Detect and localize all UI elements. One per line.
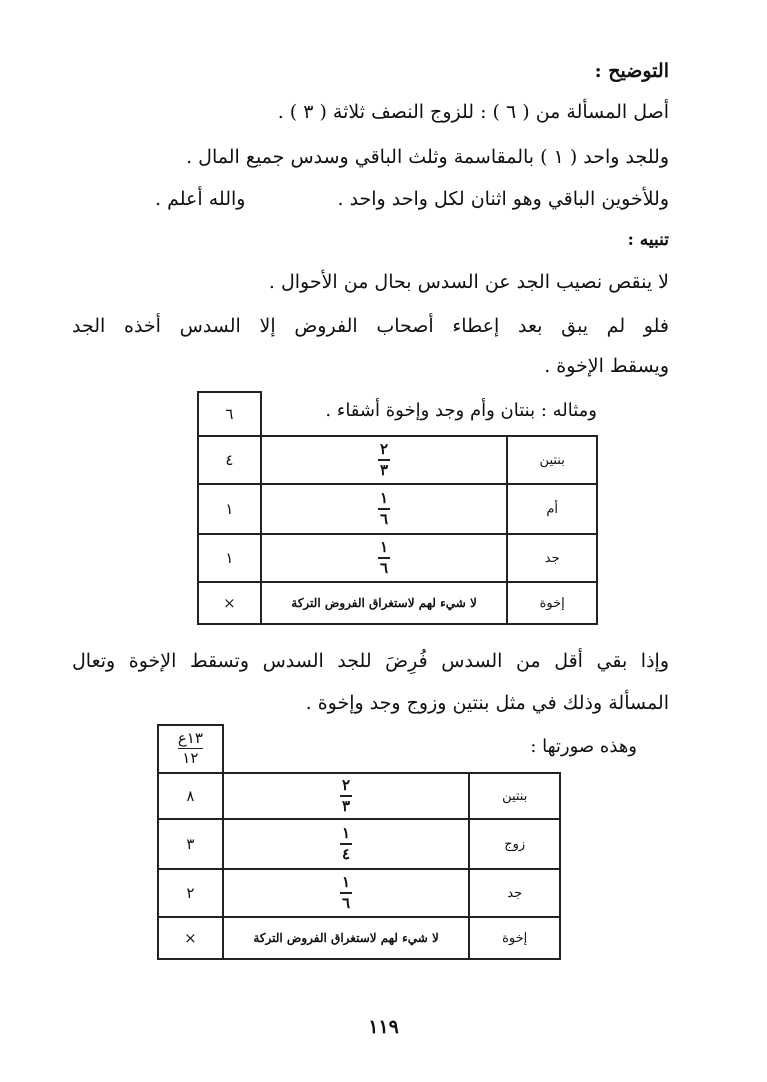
- explanation-line-1: أصل المسألة من ( ٦ ) : للزوج النصف ثلاثة ( ٣ ) .: [277, 101, 669, 123]
- share-fraction: $\frac{١}{٦}$: [261, 484, 508, 534]
- heir-label: جد: [469, 869, 560, 917]
- share-fraction: $\frac{١}{٦}$: [223, 869, 470, 917]
- heir-label: بنتين: [469, 773, 560, 819]
- excluded-note: لا شيء لهم لاستغراق الفروض التركة: [261, 582, 508, 624]
- heir-label: جد: [507, 534, 597, 582]
- notice-line-1: لا ينقص نصيب الجد عن السدس بحال من الأحوال .: [268, 271, 669, 293]
- excluded-note: لا شيء لهم لاستغراق الفروض التركة: [223, 917, 470, 959]
- table-row: [158, 869, 560, 917]
- table-row: [198, 582, 597, 624]
- portion-value: ٢: [158, 869, 223, 917]
- share-fraction: $\frac{٢}{٣}$: [261, 436, 508, 484]
- base-top: ١٣ع: [177, 729, 203, 747]
- example2-table: [157, 724, 561, 960]
- share-fraction: $\frac{١}{٦}$: [261, 534, 508, 582]
- portion-value: ١: [198, 484, 261, 534]
- table-row: [158, 917, 560, 959]
- portion-value: ×: [158, 917, 223, 959]
- example2-caption: وهذه صورتها :: [530, 736, 637, 757]
- example1-table: [197, 391, 598, 625]
- base-number: [158, 725, 223, 773]
- heir-label: أم: [507, 484, 597, 534]
- portion-value: ١: [198, 534, 261, 582]
- share-fraction: $\frac{١}{٤}$: [223, 819, 470, 869]
- table-row: [198, 534, 597, 582]
- heir-label: زوج: [469, 819, 560, 869]
- notice-line-3: ويسقط الإخوة .: [544, 355, 669, 377]
- heir-label: إخوة: [469, 917, 560, 959]
- portion-value: ٨: [158, 773, 223, 819]
- explanation-heading: التوضيح :: [594, 60, 669, 82]
- page-number: ١١٩: [368, 1016, 399, 1038]
- notice-heading: تنبيه :: [627, 230, 669, 250]
- example1-caption: ومثاله : بنتان وأم وجد وإخوة أشقاء .: [325, 400, 597, 421]
- explanation-line-3: وللأخوين الباقي وهو اثنان لكل واحد واحد .: [337, 188, 669, 210]
- table-row: [198, 484, 597, 534]
- table-caption-space: [261, 392, 597, 436]
- table-caption-space: [223, 725, 560, 773]
- closing-phrase: والله أعلم .: [155, 188, 246, 210]
- middle-line-2: المسألة وذلك في مثل بنتين وزوج وجد وإخوة .: [305, 692, 669, 714]
- table-row: [198, 392, 597, 436]
- explanation-line-2: وللجد واحد ( ١ ) بالمقاسمة وثلث الباقي وسدس جميع المال .: [186, 146, 669, 168]
- share-fraction: $\frac{٢}{٣}$: [223, 773, 470, 819]
- base-number: ٦: [198, 392, 261, 436]
- table-row: [158, 773, 560, 819]
- middle-line-1: وإذا بقي أقل من السدس فُرِضَ للجد السدس وتسقط الإخوة وتعال: [72, 650, 669, 672]
- notice-line-2: فلو لم يبق بعد إعطاء أصحاب الفروض إلا السدس أخذه الجد: [72, 315, 669, 337]
- portion-value: ٣: [158, 819, 223, 869]
- base-bottom: ١٢: [182, 749, 199, 767]
- heir-label: إخوة: [507, 582, 597, 624]
- explanation-line-3-row: [155, 183, 669, 215]
- table-row: [198, 436, 597, 484]
- portion-value: ٤: [198, 436, 261, 484]
- table-row: [158, 819, 560, 869]
- table-row: [158, 725, 560, 773]
- portion-value: ×: [198, 582, 261, 624]
- heir-label: بنتين: [507, 436, 597, 484]
